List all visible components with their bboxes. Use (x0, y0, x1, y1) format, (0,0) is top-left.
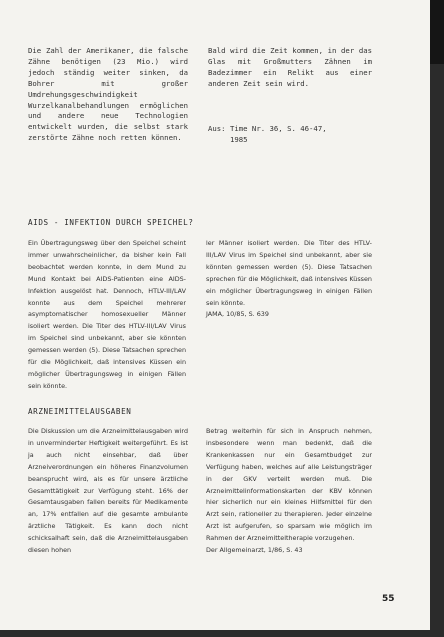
arznei-right-text: Betrag weiterhin für sich in Anspruch nehmen, insbesondere wenn man bedenkt, daß die Krankenkassen nur ein Gesamtbudget zur Verfügung haben, welches auf alle Leistungsträger in der GKV verteilt werden muß. Die Arzneimittelinformationskarten der KBV können hier sicherlich nur ein kleines Hilfsmittel für den Arzt sein, rationeller zu therapieren. Jeder einzelne Arzt ist aufgerufen, so sparsam wie möglich im Rahmen der Arzneimitteltherapie vorzugehen. (206, 427, 372, 543)
aids-left-text: Ein Übertragungsweg über den Speichel scheint immer unwahrscheinlicher, da bisher kein Fall beobachtet werden konnte, in dem Mund zu Mund Kontakt bei AIDS-Patienten eine AIDS-Infektion ausgelöst hat. Dennoch, HTLV-III/LAV konnte aus dem Speichel mehrerer asymptomatischer homosexueller Männer isoliert werden. Die Titer des HTLV-III/LAV Virus im Speichel sind unbekannt, aber sie könnten gemessen werden (5). Diese Tatsachen sprechen für die Möglichkeit, daß intensives Küssen ein möglicher Übertragungsweg in einigen Fällen sein könnte. (28, 239, 186, 390)
aids-right-text: ler Männer isoliert werden. Die Titer des HTLV-III/LAV Virus im Speichel sind unbekannt, aber sie könnten gemessen werden (5). Diese Tatsachen sprechen für die Möglichkeit, daß intensives Küssen ein möglicher Übertragungsweg in einigen Fällen sein könnte. (206, 239, 372, 307)
aids-heading: AIDS - INFEKTION DURCH SPEICHEL? (28, 218, 194, 227)
top-source-line-2: 1985 (208, 135, 248, 144)
arznei-reference: Der Allgemeinarzt, 1/86, S. 43 (206, 546, 303, 555)
top-left-column (28, 46, 188, 144)
page-number: 55 (382, 594, 395, 604)
top-left-text: Die Zahl der Amerikaner, die falsche Zähne benötigen (23 Mio.) wird jedoch ständig weiter sinken, da Bohrer mit großer Umdrehungsgeschwindigkeit Wurzelkanalbehandlungen ermöglichen und andere neue Technologien entwickelt wurden, die selbst stark zerstörte Zähne noch retten können. (28, 46, 188, 143)
arznei-right-column (206, 426, 372, 557)
arznei-left-column (28, 426, 188, 557)
page-edge-tab (430, 0, 444, 64)
aids-right-column (206, 238, 372, 321)
top-right-column (208, 46, 372, 90)
top-source-line-1: Aus: Time Nr. 36, S. 46-47, (208, 124, 327, 133)
top-right-text: Bald wird die Zeit kommen, in der das Glas mit Großmutters Zähnen im Badezimmer ein Relikt aus einer anderen Zeit sein wird. (208, 46, 372, 88)
aids-left-column (28, 238, 186, 390)
arznei-heading: ARZNEIMITTELAUSGABEN (28, 407, 132, 416)
aids-reference: JAMA, 10/85, S. 639 (206, 310, 269, 319)
arznei-left-text: Die Diskussion um die Arzneimittelausgaben wird in unverminderter Heftigkeit weitergeführt. Es ist ja auch nicht einsehbar, daß über Arzneiverordnungen ein höheres Finanzvolumen beansprucht wird, als es für unsere ärztliche Gesamttätigkeit zur Verfügung steht. 16% der Gesamtausgaben fallen bereits für Medikamente an, 17% entfallen auf die gesamte ambulante ärztliche Tätigkeit. Es kann doch nicht schicksalhaft sein, daß die Arzneimittelausgaben diesen hohen (28, 427, 188, 555)
